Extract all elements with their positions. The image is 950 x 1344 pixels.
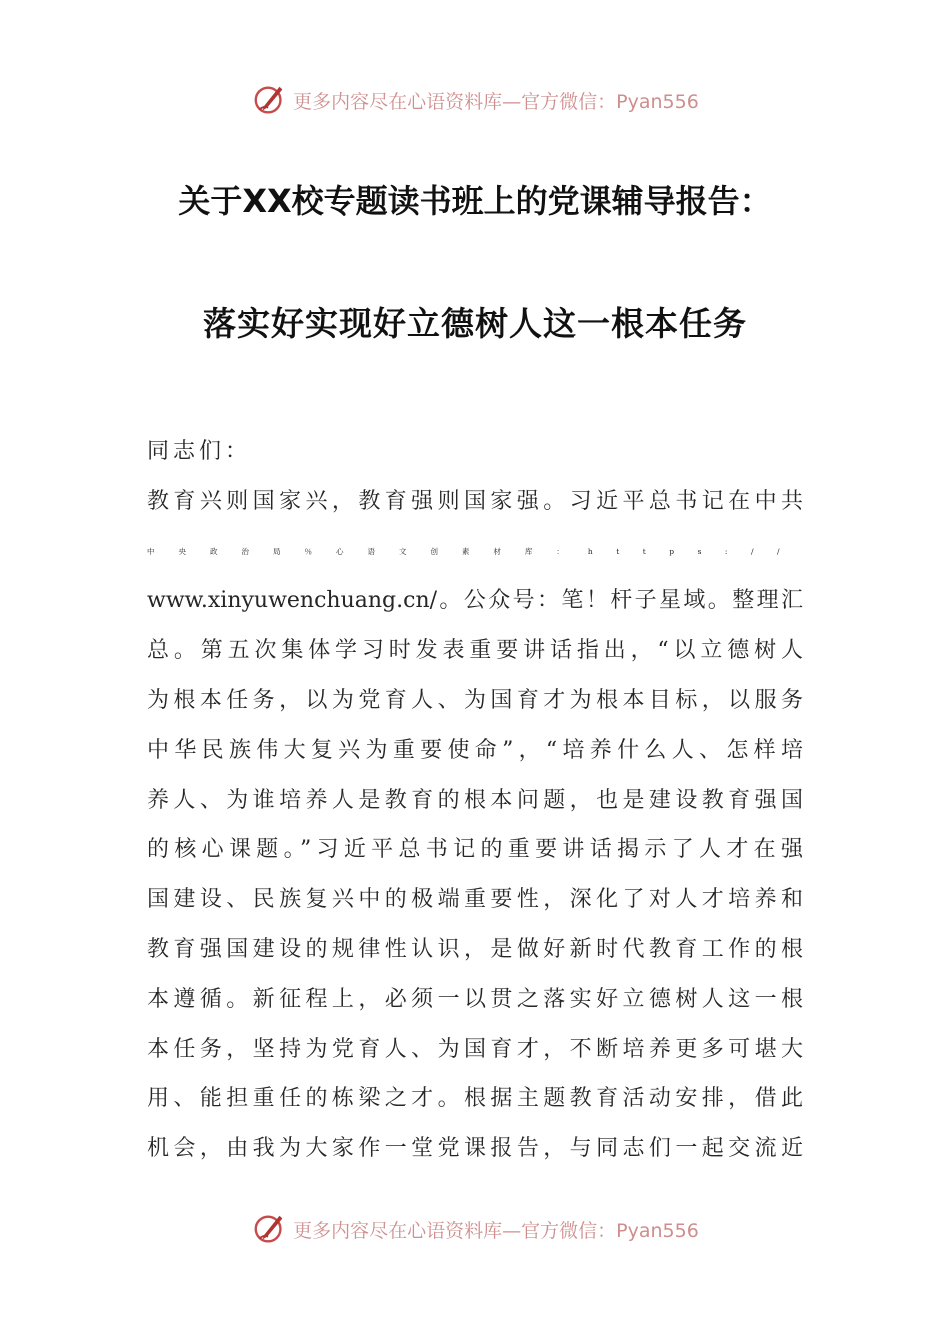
- body-line: 养人、为谁培养人是教育的根本问题，也是建设教育强国: [147, 787, 803, 813]
- body-line: 教育兴则国家兴，教育强则国家强。习近平总书记在中共: [147, 488, 803, 514]
- footer-watermark-banner: [0, 1207, 950, 1251]
- banner-text: 更多内容尽在心语资料库—官方微信：Pyan556: [293, 90, 699, 113]
- body-line: [147, 527, 803, 577]
- body-line: 中华民族伟大复兴为重要使命”，“培养什么人、怎样培: [147, 737, 803, 763]
- quill-logo-icon: [251, 81, 289, 119]
- body-line: 总。第五次集体学习时发表重要讲话指出，“以立德树人: [147, 638, 803, 664]
- header-watermark-banner: [0, 78, 950, 122]
- body-line: 本遵循。新征程上，必须一以贯之落实好立德树人这一根: [147, 986, 803, 1012]
- document-title: 关于XX校专题读书班上的党课辅导报告：: [178, 182, 772, 220]
- document-body: [147, 427, 803, 1174]
- greeting: 同志们：: [147, 439, 252, 464]
- body-line: 国建设、民族复兴中的极端重要性，深化了对人才培养和: [147, 887, 803, 913]
- body-line: 本任务，坚持为党育人、为国育才，不断培养更多可堪大: [147, 1036, 803, 1062]
- body-line: 用、能担重任的栋梁之才。根据主题教育活动安排，借此: [147, 1086, 803, 1112]
- body-line: 为根本任务，以为党育人、为国育才为根本目标，以服务: [147, 687, 803, 713]
- body-line: 的核心课题。”习近平总书记的重要讲话揭示了人才在强: [147, 837, 803, 863]
- quill-logo-icon: [251, 1210, 289, 1248]
- body-line: www.xinyuwenchuang.cn/。公众号：笔！杆子星域。整理汇: [147, 588, 803, 614]
- body-line: 教育强国建设的规律性认识，是做好新时代教育工作的根: [147, 936, 803, 962]
- body-line: 机会，由我为大家作一堂党课报告，与同志们一起交流近: [147, 1136, 803, 1162]
- document-subtitle: 落实好实现好立德树人这一根本任务: [203, 304, 747, 343]
- body-line-text: 中央政治局％心语文创素材库：https://: [147, 546, 803, 556]
- banner-text: 更多内容尽在心语资料库—官方微信：Pyan556: [293, 1219, 699, 1242]
